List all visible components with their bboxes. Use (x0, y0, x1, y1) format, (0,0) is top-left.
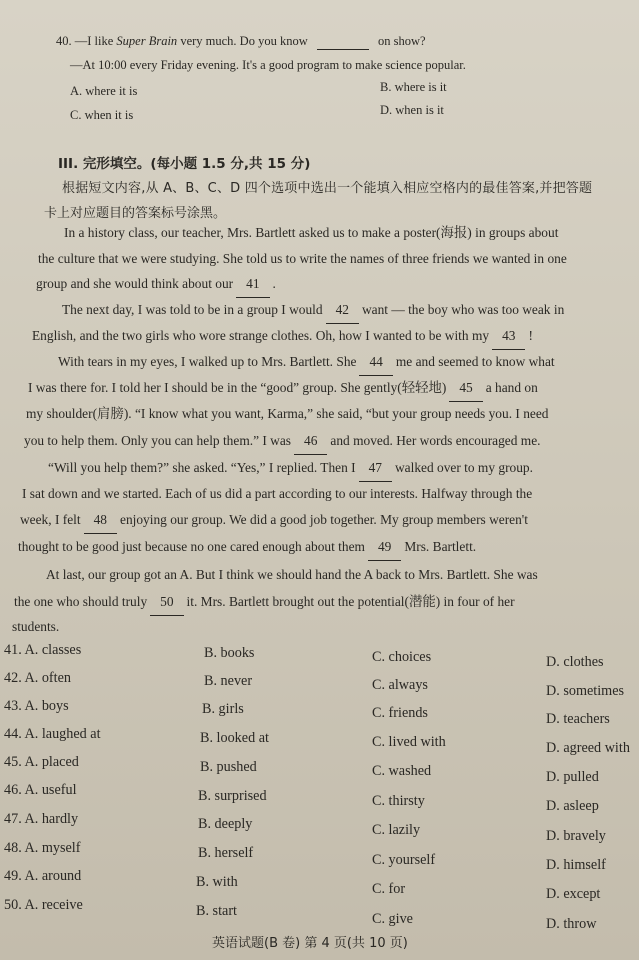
blank-46: 46 (294, 428, 327, 455)
option-42-c: C. always (372, 677, 428, 693)
page-footer: 英语试题(B 卷) 第 4 页(共 10 页) (212, 936, 408, 951)
option-48-d: D. himself (546, 857, 606, 873)
option-44-d: D. agreed with (546, 740, 630, 756)
passage-line-10: “Will you help them?” she asked. “Yes,” I replied. Then I 47 walked over to my group. (48, 455, 533, 482)
passage-line-13: thought to be good just because no one cared enough about them 49 Mrs. Bartlett. (18, 534, 476, 561)
option-43-a: 43. A. boys (4, 698, 69, 714)
q40-stem-a: 40. —I like (56, 34, 117, 48)
option-42-a: 42. A. often (4, 670, 71, 686)
option-48-c: C. yourself (372, 852, 436, 868)
passage-line-8: my shoulder(肩膀). “I know what you want, Karma,” she said, “but your group needs you. I need (26, 406, 549, 421)
section-title: III. 完形填空。(每小题 1.5 分,共 15 分) (58, 156, 311, 172)
option-49-d: D. except (546, 886, 601, 902)
blank-45: 45 (449, 375, 482, 402)
option-50-d: D. throw (546, 916, 597, 932)
passage-line-6: With tears in my eyes, I walked up to Mrs. Bartlett. She 44 me and seemed to know what (58, 349, 555, 376)
passage-line-15: the one who should truly 50 it. Mrs. Bartlett brought out the potential(潜能) in four of her (14, 589, 515, 616)
option-42-b: B. never (204, 673, 253, 689)
option-42-d: D. sometimes (546, 683, 625, 699)
q40-option-d: D. when is it (380, 103, 444, 117)
option-50-c: C. give (372, 911, 413, 927)
passage-line-4: The next day, I was told to be in a group I would 42 want — the boy who was too weak in (62, 297, 564, 324)
passage-line-5: English, and the two girls who wore strange clothes. Oh, how I wanted to be with my 43 ! (32, 323, 533, 350)
option-47-d: D. bravely (546, 828, 606, 844)
blank-44: 44 (359, 349, 392, 376)
option-49-a: 49. A. around (4, 868, 82, 884)
option-48-a: 48. A. myself (4, 840, 81, 856)
passage-line-12: week, I felt 48 enjoying our group. We did a good job together. My group members weren't (20, 507, 528, 534)
option-48-b: B. herself (198, 845, 254, 861)
q40-reply: —At 10:00 every Friday evening. It's a good program to make science popular. (70, 58, 466, 72)
q40-stem (56, 34, 426, 50)
option-46-b: B. surprised (198, 788, 267, 804)
option-43-b: B. girls (202, 701, 244, 717)
q40-option-c: C. when it is (70, 108, 134, 122)
option-43-d: D. teachers (546, 711, 610, 727)
option-46-a: 46. A. useful (4, 782, 77, 798)
option-44-b: B. looked at (200, 730, 269, 746)
option-50-a: 50. A. receive (4, 897, 83, 913)
option-46-c: C. thirsty (372, 793, 425, 809)
option-43-c: C. friends (372, 705, 428, 721)
passage-line-1: In a history class, our teacher, Mrs. Bartlett asked us to make a poster(海报) in groups about (64, 225, 559, 240)
option-44-c: C. lived with (372, 734, 446, 750)
option-45-b: B. pushed (200, 759, 257, 775)
option-47-b: B. deeply (198, 816, 253, 832)
q40-stem-c: on show? (377, 34, 426, 48)
blank-41: 41 (236, 271, 269, 298)
passage-line-14: At last, our group got an A. But I think we should hand the A back to Mrs. Bartlett. She was (46, 567, 538, 582)
passage-line-16: students. (12, 619, 60, 634)
option-41-c: C. choices (372, 649, 432, 665)
passage-line-7: I was there for. I told her I should be in the “good” group. She gently(轻轻地) 45 a hand on (28, 375, 538, 402)
q40-option-a: A. where it is (70, 84, 138, 98)
option-45-a: 45. A. placed (4, 754, 79, 770)
option-41-b: B. books (204, 645, 255, 661)
section-instruction-1: 根据短文内容,从 A、B、C、D 四个选项中选出一个能填入相应空格内的最佳答案,并把答题 (62, 181, 593, 196)
section-instruction-2: 卡上对应题目的答案标号涂黑。 (44, 206, 227, 221)
q40-blank (317, 34, 369, 50)
q40-stem-b: very much. Do you know (177, 34, 308, 48)
passage-line-2: the culture that we were studying. She told us to write the names of three friends we wanted in one (38, 251, 567, 266)
q40-program-name: Super Brain (116, 34, 178, 48)
option-47-a: 47. A. hardly (4, 811, 79, 827)
option-41-d: D. clothes (546, 654, 604, 670)
option-49-b: B. with (196, 874, 238, 890)
q40-option-b: B. where is it (380, 80, 447, 94)
option-41-a: 41. A. classes (4, 642, 82, 658)
option-46-d: D. asleep (546, 798, 599, 814)
passage-line-9: you to help them. Only you can help them.” I was 46 and moved. Her words encouraged me. (24, 428, 541, 455)
blank-48: 48 (84, 507, 117, 534)
option-49-c: C. for (372, 881, 406, 897)
option-45-d: D. pulled (546, 769, 599, 785)
passage-line-11: I sat down and we started. Each of us did a part according to our interests. Halfway through the (22, 486, 533, 501)
blank-43: 43 (492, 323, 525, 350)
option-44-a: 44. A. laughed at (4, 726, 101, 742)
option-47-c: C. lazily (372, 822, 421, 838)
option-45-c: C. washed (372, 763, 432, 779)
blank-50: 50 (150, 589, 183, 616)
option-50-b: B. start (196, 903, 237, 919)
blank-47: 47 (359, 455, 392, 482)
blank-49: 49 (368, 534, 401, 561)
blank-42: 42 (326, 297, 359, 324)
passage-line-3: group and she would think about our 41 . (36, 271, 276, 298)
